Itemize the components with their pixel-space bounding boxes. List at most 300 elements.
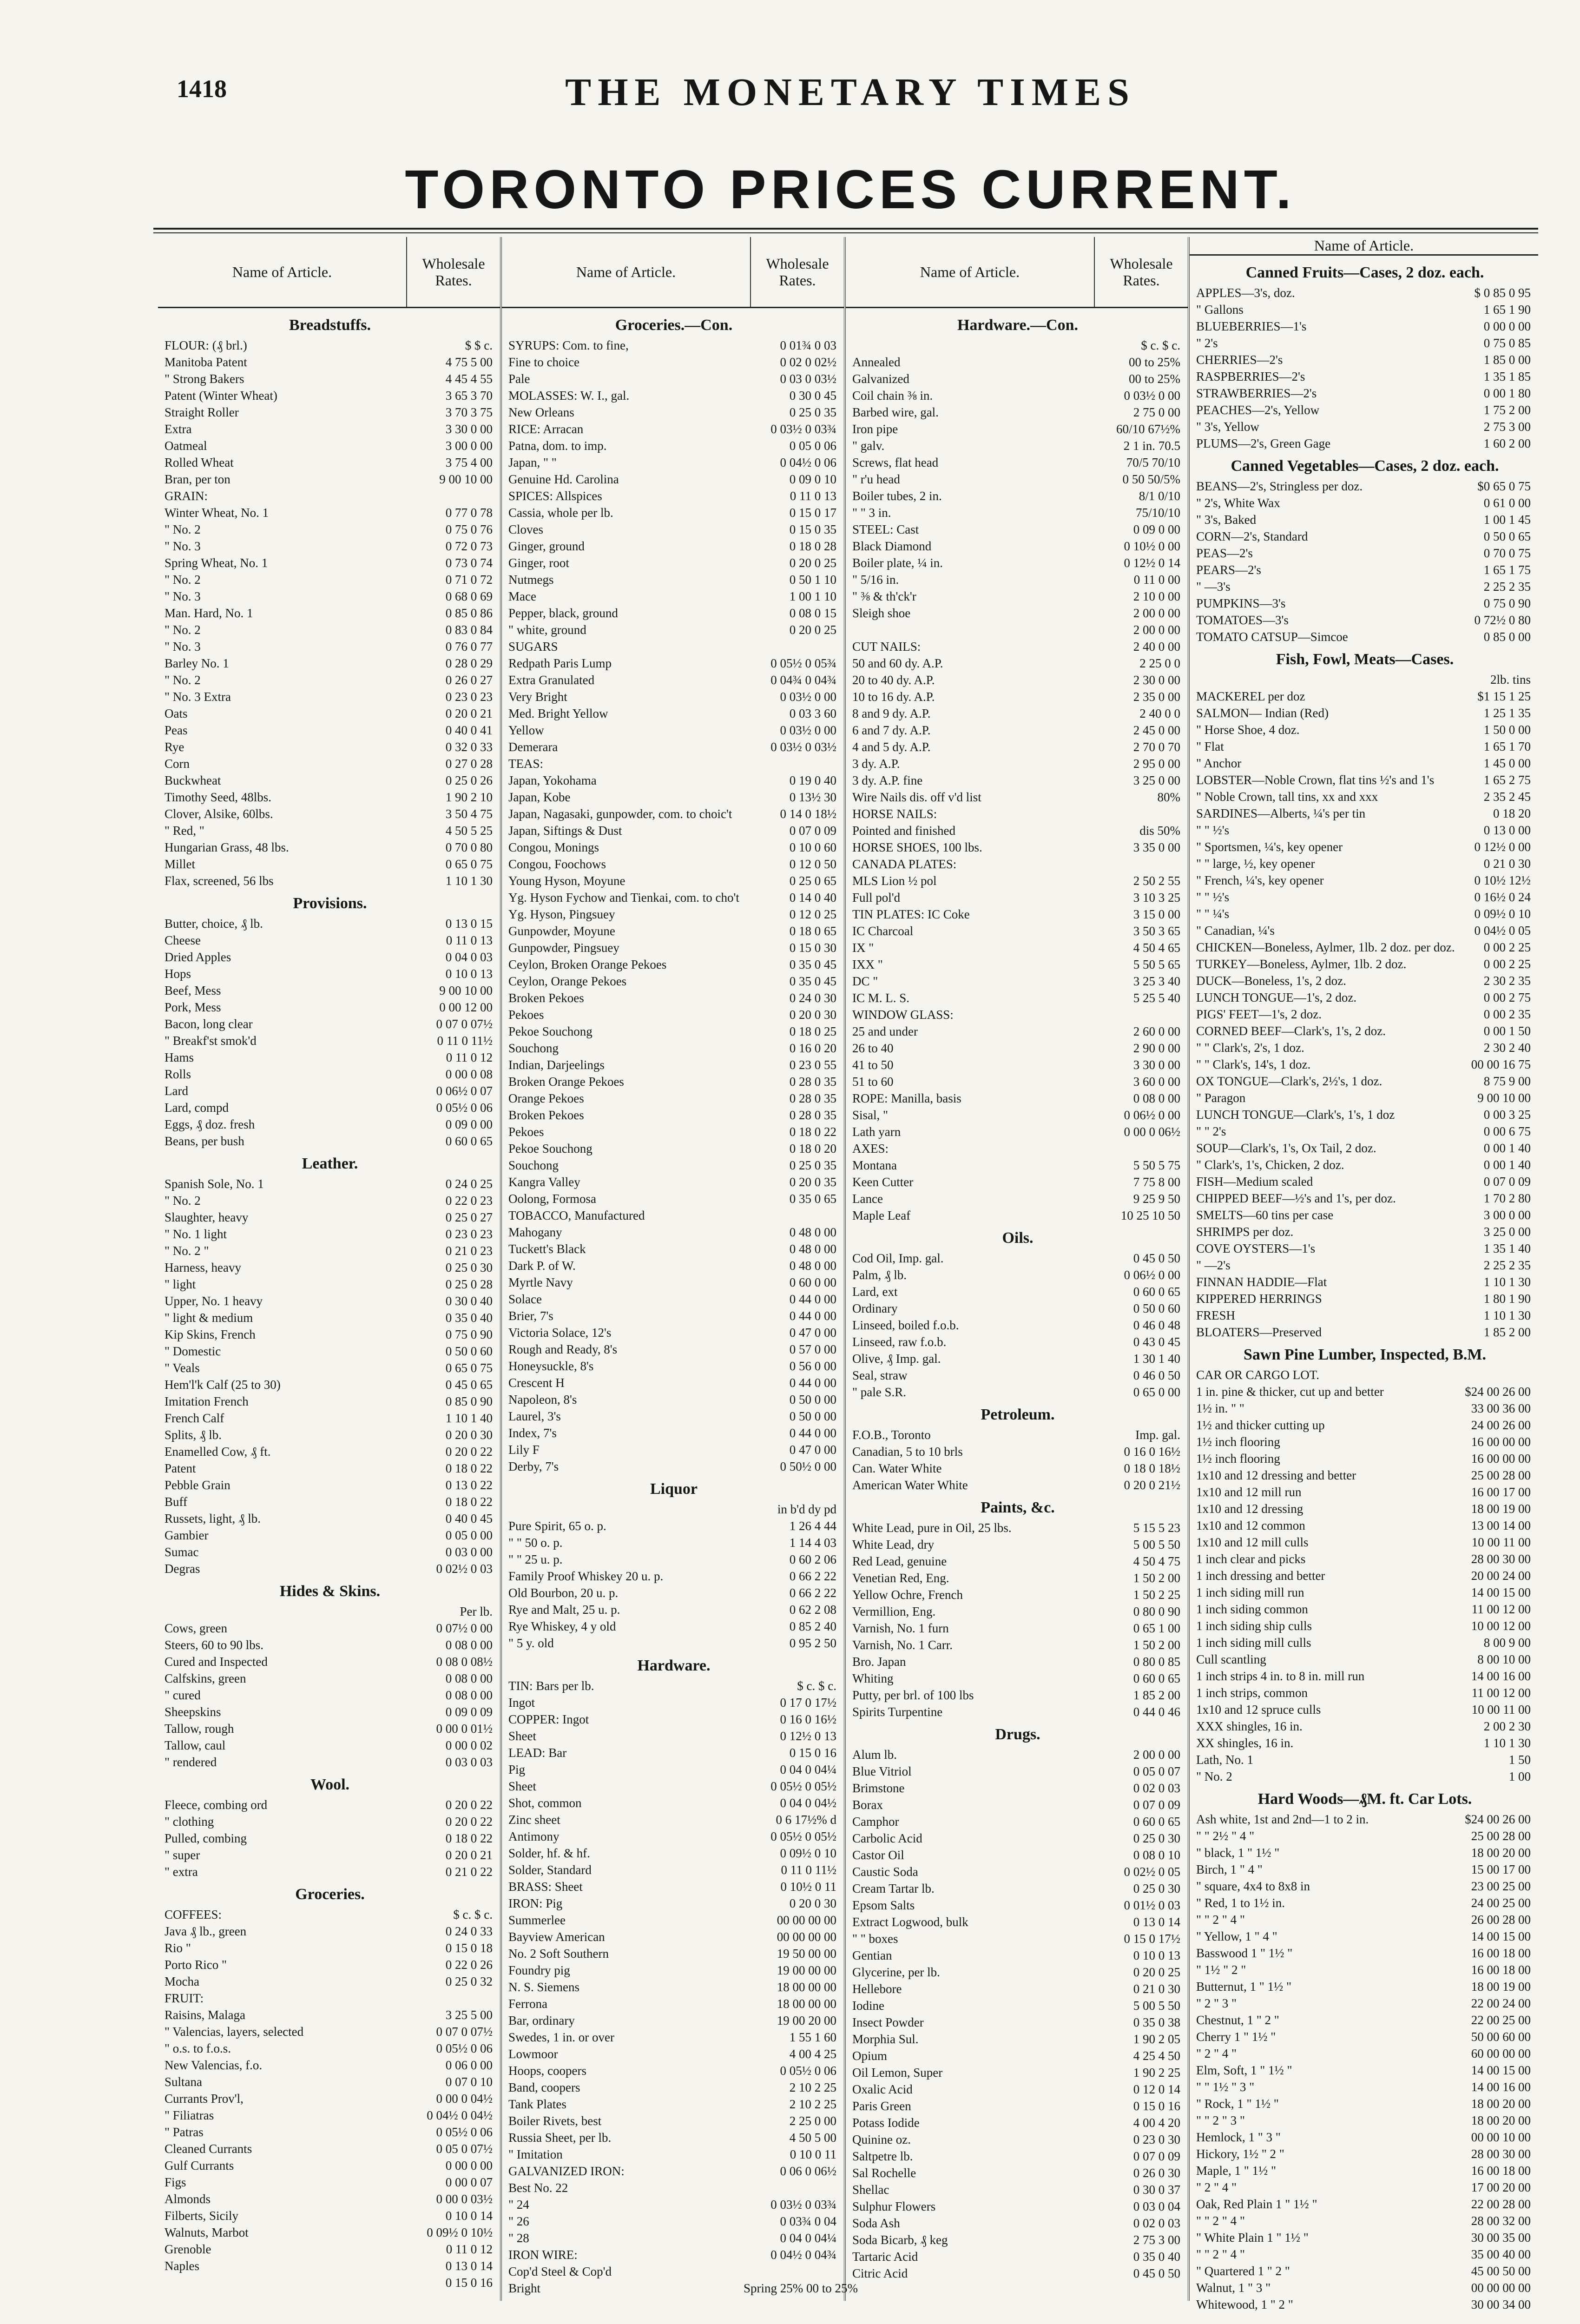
wholesale-rate: 2 25 0 0 xyxy=(1139,656,1180,670)
table-row xyxy=(852,1426,1183,1443)
article-name: " " 25 u. p. xyxy=(508,1552,563,1566)
table-row xyxy=(852,1040,1183,1056)
table-row xyxy=(852,437,1183,454)
article-name: " No. 3 xyxy=(165,589,201,603)
table-row xyxy=(852,1603,1183,1620)
wholesale-rate: 0 15 0 35 xyxy=(789,522,836,536)
article-name: Naples xyxy=(165,2259,199,2273)
article-name: Pork, Mess xyxy=(165,1000,221,1014)
article-name: Yg. Hyson, Pingsuey xyxy=(508,907,615,921)
wholesale-rate: 0 03 0 03½ xyxy=(780,372,836,386)
article-name: TOMATOES—3's xyxy=(1196,613,1289,627)
wholesale-rate: 0 65 0 75 xyxy=(445,857,493,871)
wholesale-rate: 33 00 36 00 xyxy=(1471,1401,1531,1415)
article-name: " Valencias, layers, selected xyxy=(165,2025,304,2039)
table-row xyxy=(508,1677,839,1694)
table-row xyxy=(508,1828,839,1845)
wholesale-rate: 5 15 5 23 xyxy=(1133,1521,1180,1535)
article-name: FLOUR: (₰ brl.) xyxy=(165,338,247,352)
table-row xyxy=(165,872,495,889)
table-row xyxy=(165,1049,495,1066)
wholesale-rate: 14 00 15 00 xyxy=(1471,2063,1531,2077)
table-row xyxy=(165,1066,495,1083)
wholesale-rate: 3 75 4 00 xyxy=(445,456,493,469)
article-name: Upper, No. 1 heavy xyxy=(165,1294,263,1308)
article-name: Java ₰ lb., green xyxy=(165,1924,247,1938)
table-row xyxy=(165,755,495,772)
article-name: Saltpetre lb. xyxy=(852,2149,913,2163)
wholesale-rate: 0 04 0 04¼ xyxy=(780,2231,836,2245)
table-row xyxy=(508,1425,839,1441)
header-wholesale-rates: Wholesale Rates. xyxy=(422,255,485,289)
article-name: Hops xyxy=(165,967,191,981)
article-name: " Paragon xyxy=(1196,1091,1246,1105)
wholesale-rate: 0 15 0 17½ xyxy=(1124,1932,1180,1946)
article-name: Cassia, whole per lb. xyxy=(508,506,613,520)
article-name: Oats xyxy=(165,706,188,720)
article-name: " " Clark's, 14's, 1 doz. xyxy=(1196,1057,1311,1071)
wholesale-rate: 16 00 18 00 xyxy=(1471,1946,1531,1960)
wholesale-rate: 0 00 1 50 xyxy=(1483,1024,1531,1038)
table-row xyxy=(508,1895,839,1912)
table-row xyxy=(852,1250,1183,1267)
wholesale-rate: 00 to 25% xyxy=(1129,372,1180,386)
table-row xyxy=(1196,1257,1534,1274)
table-row xyxy=(852,1300,1183,1317)
table-row xyxy=(165,1083,495,1099)
table-row xyxy=(1196,1274,1534,1290)
table-row xyxy=(1196,788,1534,805)
article-name: " " 50 o. p. xyxy=(508,1536,563,1550)
table-row xyxy=(1196,351,1534,368)
table-row xyxy=(1196,1978,1534,1995)
column-header xyxy=(502,237,844,308)
table-row xyxy=(508,672,839,688)
article-name: " Domestic xyxy=(165,1344,221,1358)
article-name: " " 2½ " 4 " xyxy=(1196,1829,1255,1843)
table-row xyxy=(1196,738,1534,755)
article-name: Rio " xyxy=(165,1941,191,1955)
table-row xyxy=(508,2280,858,2297)
wholesale-rate: 0 61 0 00 xyxy=(1483,496,1531,510)
article-name: Vermillion, Eng. xyxy=(852,1604,936,1618)
article-name: Steers, 60 to 90 lbs. xyxy=(165,1638,263,1652)
article-name: " extra xyxy=(165,1865,198,1879)
article-name: MLS Lion ½ pol xyxy=(852,874,937,888)
article-name: Bro. Japan xyxy=(852,1655,906,1669)
article-name: " Patras xyxy=(165,2125,204,2139)
table-row xyxy=(1196,1290,1534,1307)
article-name: American Water White xyxy=(852,1478,968,1492)
table-row xyxy=(508,2213,839,2230)
table-row xyxy=(508,1140,839,1157)
article-name: PEACHES—2's, Yellow xyxy=(1196,403,1320,417)
table-row xyxy=(508,1358,839,1374)
article-name: " " ½'s xyxy=(1196,890,1230,904)
title-rule xyxy=(153,228,1538,230)
wholesale-rate: 0 80 0 90 xyxy=(1133,1604,1180,1618)
table-row xyxy=(1196,2095,1534,2112)
wholesale-rate: 0 10 0 60 xyxy=(789,840,836,854)
wholesale-rate: 0 30 0 45 xyxy=(789,389,836,403)
article-name: " Canadian, ¼'s xyxy=(1196,924,1275,938)
wholesale-rate: 0 68 0 69 xyxy=(445,589,493,603)
wholesale-rate: $1 15 1 25 xyxy=(1477,689,1531,703)
table-row xyxy=(165,1956,495,1973)
article-name: Degras xyxy=(165,1562,200,1576)
article-name: " Strong Bakers xyxy=(165,372,244,386)
article-name: Maple, 1 " 1½ " xyxy=(1196,2164,1277,2178)
table-row xyxy=(1196,1618,1534,1634)
table-row xyxy=(852,822,1183,839)
section-heading: Leather. xyxy=(302,1155,358,1172)
wholesale-rate: 0 21 0 30 xyxy=(1483,857,1531,871)
wholesale-rate: 4 75 5 00 xyxy=(445,355,493,369)
wholesale-rate: 0 25 0 35 xyxy=(789,405,836,419)
wholesale-rate: 1 10 1 40 xyxy=(445,1411,493,1425)
wholesale-rate: 0 70 0 80 xyxy=(445,840,493,854)
wholesale-rate: 0 04½ 0 05 xyxy=(1474,924,1531,938)
wholesale-rate: 0 03 0 04 xyxy=(1133,2199,1180,2213)
wholesale-rate: 2 45 0 00 xyxy=(1133,723,1180,737)
table-row xyxy=(165,1259,495,1276)
article-name: " No. 2 xyxy=(1196,1769,1232,1783)
wholesale-rate xyxy=(1087,1006,1183,1023)
table-row xyxy=(508,1534,839,1551)
wholesale-rate: 0 66 2 22 xyxy=(789,1586,836,1600)
article-name: Spring Wheat, No. 1 xyxy=(165,556,268,570)
table-row xyxy=(852,1947,1183,1964)
article-name: Butter, choice, ₰ lb. xyxy=(165,917,263,931)
wholesale-rate: 35 00 40 00 xyxy=(1471,2247,1531,2261)
article-name: TIN: Bars per lb. xyxy=(508,1679,594,1693)
wholesale-rate: 2 30 2 40 xyxy=(1483,1041,1531,1055)
article-name: Brier, 7's xyxy=(508,1309,553,1323)
wholesale-rate: 0 13 0 15 xyxy=(445,917,493,931)
wholesale-rate: 0 28 0 29 xyxy=(445,656,493,670)
article-name: Demerara xyxy=(508,740,558,754)
table-row xyxy=(1196,1844,1534,1861)
wholesale-rate: 0 03½ 0 03¾ xyxy=(770,2198,836,2212)
wholesale-rate: 2 90 0 00 xyxy=(1133,1041,1180,1055)
wholesale-rate: 0 23 0 23 xyxy=(445,690,493,704)
article-name: " " ¼'s xyxy=(1196,907,1230,921)
article-name: Lath yarn xyxy=(852,1125,901,1139)
wholesale-rate: 1 26 4 44 xyxy=(789,1519,836,1533)
article-name: Olive, ₰ Imp. gal. xyxy=(852,1352,941,1366)
table-row xyxy=(508,2196,839,2213)
wholesale-rate: 2 30 0 00 xyxy=(1133,673,1180,687)
article-name: Cod Oil, Imp. gal. xyxy=(852,1251,944,1265)
price-column-1 xyxy=(158,237,502,2301)
article-name: Lard xyxy=(165,1084,188,1098)
article-name: FISH—Medium scaled xyxy=(1196,1175,1313,1188)
article-name: XXX shingles, 16 in. xyxy=(1196,1719,1303,1733)
article-name: " Quartered 1 " 2 " xyxy=(1196,2264,1290,2278)
table-row xyxy=(508,370,839,387)
wholesale-rate: 0 21 0 30 xyxy=(1133,1982,1180,1996)
article-name: " 2 " 4 " xyxy=(1196,2180,1237,2194)
article-name: Bran, per ton xyxy=(165,472,230,486)
table-row xyxy=(165,688,495,705)
wholesale-rate: 0 72½ 0 80 xyxy=(1474,613,1531,627)
article-name: Yellow xyxy=(508,723,544,737)
wholesale-rate: 0 48 0 00 xyxy=(789,1242,836,1256)
wholesale-rate: 0 20 0 25 xyxy=(1133,1965,1180,1979)
wholesale-rate: 0 25 0 65 xyxy=(789,874,836,888)
table-row xyxy=(1196,2162,1534,2179)
wholesale-rate: 80% xyxy=(1157,790,1180,804)
wholesale-rate: 0 85 0 90 xyxy=(445,1394,493,1408)
article-name: Hellebore xyxy=(852,1982,902,1996)
wholesale-rate: 1 65 1 90 xyxy=(1483,303,1531,317)
wholesale-rate: 0 00 3 25 xyxy=(1483,1108,1531,1122)
table-row xyxy=(508,939,839,956)
table-row xyxy=(508,2263,839,2280)
article-name: Patent (Winter Wheat) xyxy=(165,389,277,403)
table-row xyxy=(508,1778,839,1795)
table-row xyxy=(165,932,495,949)
article-name: " 26 xyxy=(508,2214,529,2228)
wholesale-rate: 0 85 2 40 xyxy=(789,1619,836,1633)
table-row xyxy=(165,1276,495,1293)
table-row xyxy=(165,1973,495,1990)
article-name: Linseed, raw f.o.b. xyxy=(852,1335,947,1349)
table-row xyxy=(1196,671,1534,688)
article-name: Oatmeal xyxy=(165,439,207,453)
wholesale-rate: 2 35 2 45 xyxy=(1483,790,1531,804)
journal-title: THE MONETARY TIMES xyxy=(565,71,1136,114)
page-header xyxy=(177,70,1524,121)
table-row xyxy=(1196,335,1534,351)
table-row xyxy=(165,621,495,638)
table-row xyxy=(165,2140,495,2157)
article-name: " Anchor xyxy=(1196,756,1242,770)
wholesale-rate: 0 60 0 65 xyxy=(1133,1285,1180,1299)
table-row xyxy=(852,1620,1183,1637)
wholesale-rate: 8 75 9 00 xyxy=(1483,1074,1531,1088)
article-name: 1x10 and 12 dressing xyxy=(1196,1502,1304,1516)
article-name: Peas xyxy=(165,723,188,737)
article-name: Quinine oz. xyxy=(852,2133,911,2146)
wholesale-rate: 1 10 1 30 xyxy=(1483,1736,1531,1750)
article-name: " No. 2 xyxy=(165,522,201,536)
article-name: Young Hyson, Moyune xyxy=(508,874,625,888)
wholesale-rate: 0 35 0 40 xyxy=(1133,2250,1180,2264)
table-row xyxy=(508,1174,839,1190)
table-row xyxy=(852,1384,1183,1400)
table-row xyxy=(508,839,839,856)
table-row xyxy=(1196,595,1534,612)
table-row xyxy=(852,1830,1183,1847)
article-name: IC M. L. S. xyxy=(852,991,910,1005)
article-name: Bacon, long clear xyxy=(165,1017,253,1031)
article-name: " No. 2 xyxy=(165,623,201,637)
article-name: N. S. Siemens xyxy=(508,1980,580,1994)
wholesale-rate: 0 10½ 0 00 xyxy=(1124,539,1180,553)
article-name xyxy=(165,1603,400,1620)
table-row xyxy=(165,1226,495,1242)
table-row xyxy=(852,2181,1183,2198)
wholesale-rate: 0 03½ 0 03½ xyxy=(770,740,836,754)
table-row xyxy=(165,488,495,504)
wholesale-rate: 0 13 0 22 xyxy=(445,1478,493,1492)
article-name: " Horse Shoe, 4 doz. xyxy=(1196,723,1300,737)
article-name: " No. 3 xyxy=(165,539,201,553)
wholesale-rate: 0 70 0 75 xyxy=(1483,546,1531,560)
article-name: Gambier xyxy=(165,1528,209,1542)
table-row xyxy=(508,1711,839,1728)
article-name: Med. Bright Yellow xyxy=(508,706,608,720)
table-row xyxy=(165,1720,495,1737)
table-row xyxy=(1196,1417,1534,1433)
article-name: Clover, Alsike, 60lbs. xyxy=(165,807,273,821)
article-name: " Noble Crown, tall tins, xx and xxx xyxy=(1196,790,1378,804)
table-row xyxy=(1196,1601,1534,1618)
table-row xyxy=(1196,561,1534,578)
wholesale-rate: 0 04½ 0 04¾ xyxy=(770,2248,836,2262)
article-name: 10 to 16 dy. A.P. xyxy=(852,690,935,704)
article-name: Rye xyxy=(165,740,184,754)
article-name: Ash white, 1st and 2nd—1 to 2 in. xyxy=(1196,1812,1369,1826)
section-heading: Sawn Pine Lumber, Inspected, B.M. xyxy=(1243,1346,1487,1363)
table-row xyxy=(508,805,839,822)
table-row xyxy=(165,337,495,354)
table-row xyxy=(852,1847,1183,1863)
header-wholesale-rates: Wholesale Rates. xyxy=(766,255,829,289)
article-name: Cherry 1 " 1½ " xyxy=(1196,2030,1276,2044)
article-name xyxy=(508,1501,744,1518)
table-row xyxy=(1196,2028,1534,2045)
table-row xyxy=(852,1570,1183,1586)
wholesale-rate: 1 55 1 60 xyxy=(789,2030,836,2044)
wholesale-rate: 0 20 0 21½ xyxy=(1124,1478,1180,1492)
wholesale-rate: 0 17 0 17½ xyxy=(780,1696,836,1710)
wholesale-rate: 0 11 0 12 xyxy=(446,2242,493,2256)
wholesale-rate: 1 00 1 10 xyxy=(789,589,836,603)
wholesale-rate: 0 26 0 27 xyxy=(445,673,493,687)
article-name: Varnish, No. 1 Carr. xyxy=(852,1638,953,1652)
table-row xyxy=(508,1694,839,1711)
article-name: Basswood 1 " 1½ " xyxy=(1196,1946,1293,1960)
article-name: " o.s. to f.o.s. xyxy=(165,2041,231,2055)
wholesale-rate: 4 50 4 75 xyxy=(1133,1554,1180,1568)
page-number: 1418 xyxy=(177,75,227,103)
article-name: French Calf xyxy=(165,1411,224,1425)
table-row xyxy=(165,404,495,421)
table-row xyxy=(165,1293,495,1309)
wholesale-rate: 5 00 5 50 xyxy=(1133,1999,1180,2013)
article-name: BRASS: Sheet xyxy=(508,1880,583,1894)
wholesale-rate: 0 13 0 00 xyxy=(1483,823,1531,837)
article-name: Linseed, boiled f.o.b. xyxy=(852,1318,959,1332)
article-name: COPPER: Ingot xyxy=(508,1712,589,1726)
wholesale-rate: 1 30 1 40 xyxy=(1133,1352,1180,1366)
table-row xyxy=(852,1914,1183,1930)
table-row xyxy=(852,1460,1183,1477)
wholesale-rate: 3 65 3 70 xyxy=(445,389,493,403)
table-row xyxy=(165,915,495,932)
table-row xyxy=(852,923,1183,939)
article-name: Cows, green xyxy=(165,1621,227,1635)
table-row xyxy=(165,789,495,805)
article-name: PEARS—2's xyxy=(1196,563,1261,577)
wholesale-rate: 2 35 0 00 xyxy=(1133,690,1180,704)
article-name: Cop'd Steel & Cop'd xyxy=(508,2265,612,2278)
table-row xyxy=(852,839,1183,856)
table-row xyxy=(165,672,495,688)
article-name: " No. 2 " xyxy=(165,1244,209,1258)
table-row xyxy=(852,504,1183,521)
wholesale-rate: 0 11 0 13 xyxy=(446,933,493,947)
article-name: Fine to choice xyxy=(508,355,579,369)
article-name: Lard, ext xyxy=(852,1285,898,1299)
wholesale-rate: 1 50 2 00 xyxy=(1133,1571,1180,1585)
table-row xyxy=(1196,2296,1534,2313)
article-name: Lath, No. 1 xyxy=(1196,1753,1253,1767)
wholesale-rate: 2 40 0 00 xyxy=(1133,640,1180,654)
wholesale-rate: 0 44 0 46 xyxy=(1133,1705,1180,1719)
table-row xyxy=(1196,2129,1534,2146)
wholesale-rate: 1 10 1 30 xyxy=(1483,1308,1531,1322)
article-name: Seal, straw xyxy=(852,1368,908,1382)
wholesale-rate: 0 35 0 45 xyxy=(789,974,836,988)
wholesale-rate: 0 04 0 03 xyxy=(445,950,493,964)
wholesale-rate: 3 50 4 75 xyxy=(445,807,493,821)
table-row xyxy=(165,2090,495,2107)
table-row xyxy=(1196,1735,1534,1751)
table-row xyxy=(508,1441,839,1458)
wholesale-rate: 0 28 0 35 xyxy=(789,1091,836,1105)
article-name: FRUIT: xyxy=(165,1991,204,2005)
wholesale-rate: 0 35 0 38 xyxy=(1133,2015,1180,2029)
wholesale-rate: 0 6 17½% d xyxy=(776,1813,836,1827)
article-name: Laurel, 3's xyxy=(508,1409,561,1423)
table-row xyxy=(852,906,1183,923)
wholesale-rate: 0 05½ 0 05½ xyxy=(770,1779,836,1793)
section-heading: Liquor xyxy=(650,1480,698,1498)
wholesale-rate: 18 00 20 00 xyxy=(1471,1846,1531,1860)
table-row xyxy=(508,1761,839,1778)
table-row xyxy=(1196,1383,1534,1400)
table-row xyxy=(852,939,1183,956)
table-row xyxy=(165,2241,495,2258)
wholesale-rate: 0 50 0 60 xyxy=(1133,1301,1180,1315)
wholesale-rate: 0 12 0 25 xyxy=(789,907,836,921)
article-name: STRAWBERRIES—2's xyxy=(1196,386,1317,400)
wholesale-rate: 0 12 0 50 xyxy=(789,857,836,871)
wholesale-rate: 0 00 2 75 xyxy=(1483,990,1531,1004)
table-row xyxy=(852,856,1183,872)
table-row xyxy=(1196,905,1534,922)
article-name: Very Bright xyxy=(508,690,567,704)
article-name: " Veals xyxy=(165,1361,200,1375)
article-name: 1 inch strips, common xyxy=(1196,1686,1308,1700)
article-name: Bayview American xyxy=(508,1930,605,1944)
article-name: 1 inch dressing and better xyxy=(1196,1569,1325,1583)
wholesale-rate: 0 04 0 04½ xyxy=(780,1796,836,1810)
article-name: " cured xyxy=(165,1688,201,1702)
wholesale-rate: 0 05 0 00 xyxy=(445,1528,493,1542)
wholesale-rate: 0 02½ 0 05 xyxy=(1124,1865,1180,1879)
wholesale-rate: 0 25 0 26 xyxy=(445,773,493,787)
wholesale-rate: 0 28 0 35 xyxy=(789,1075,836,1089)
table-row xyxy=(1196,511,1534,528)
article-name: Sheet xyxy=(508,1779,536,1793)
wholesale-rate: 2 40 0 0 xyxy=(1139,706,1180,720)
wholesale-rate: 3 15 0 00 xyxy=(1133,907,1180,921)
article-name: DUCK—Boneless, 1's, 2 doz. xyxy=(1196,974,1346,988)
